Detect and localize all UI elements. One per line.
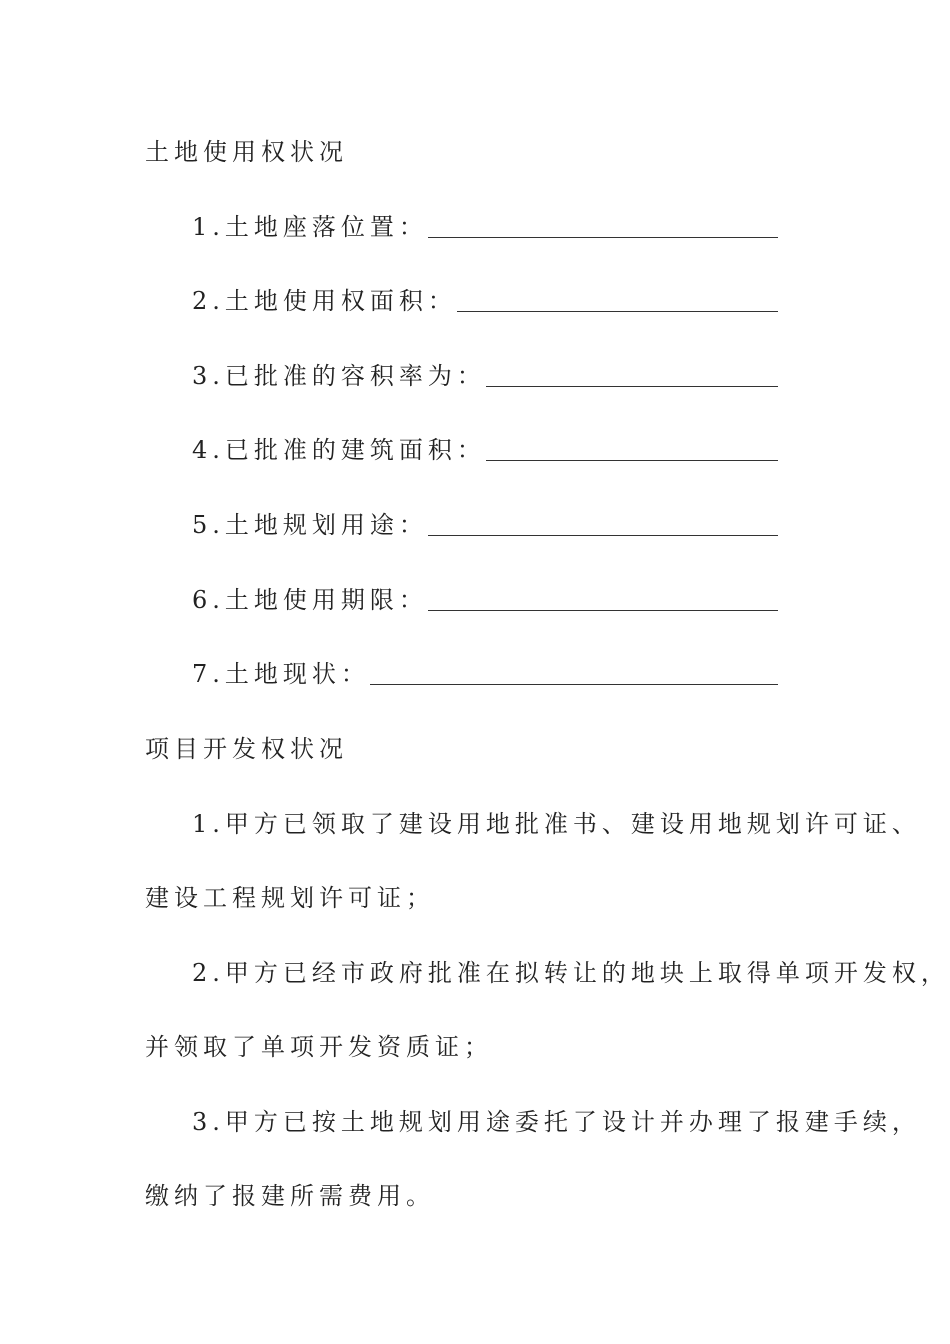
- paragraph-2-line-2: 并领取了单项开发资质证；: [145, 1033, 493, 1061]
- paragraph-1-line-1: 1.甲方已领取了建设用地批准书、建设用地规划许可证、: [192, 810, 921, 838]
- blank-line[interactable]: [428, 237, 778, 238]
- field-label: 4.已批准的建筑面积：: [192, 436, 486, 464]
- field-land-location: [192, 212, 778, 242]
- section-heading-development-rights: 项目开发权状况: [145, 735, 348, 763]
- field-plot-ratio: [192, 361, 778, 391]
- paragraph-3-line-2: 缴纳了报建所需费用。: [145, 1182, 435, 1210]
- field-use-term: [192, 585, 778, 615]
- field-building-area: [192, 435, 778, 465]
- blank-line[interactable]: [486, 460, 778, 461]
- field-planned-use: [192, 510, 778, 540]
- paragraph-2-line-1: 2.甲方已经市政府批准在拟转让的地块上取得单项开发权，: [192, 959, 950, 987]
- field-label: 6.土地使用期限：: [192, 586, 428, 614]
- field-label: 5.土地规划用途：: [192, 511, 428, 539]
- blank-line[interactable]: [370, 684, 778, 685]
- blank-line[interactable]: [486, 386, 778, 387]
- paragraph-3-line-1: 3.甲方已按土地规划用途委托了设计并办理了报建手续，: [192, 1108, 921, 1136]
- blank-line[interactable]: [428, 535, 778, 536]
- field-land-use-area: [192, 286, 778, 316]
- field-label: 3.已批准的容积率为：: [192, 362, 486, 390]
- field-label: 1.土地座落位置：: [192, 213, 428, 241]
- blank-line[interactable]: [428, 610, 778, 611]
- section-heading-land-use-rights: 土地使用权状况: [145, 138, 348, 166]
- field-land-status: [192, 659, 778, 689]
- paragraph-1-line-2: 建设工程规划许可证；: [145, 884, 435, 912]
- field-label: 2.土地使用权面积：: [192, 287, 457, 315]
- blank-line[interactable]: [457, 311, 778, 312]
- field-label: 7.土地现状：: [192, 660, 370, 688]
